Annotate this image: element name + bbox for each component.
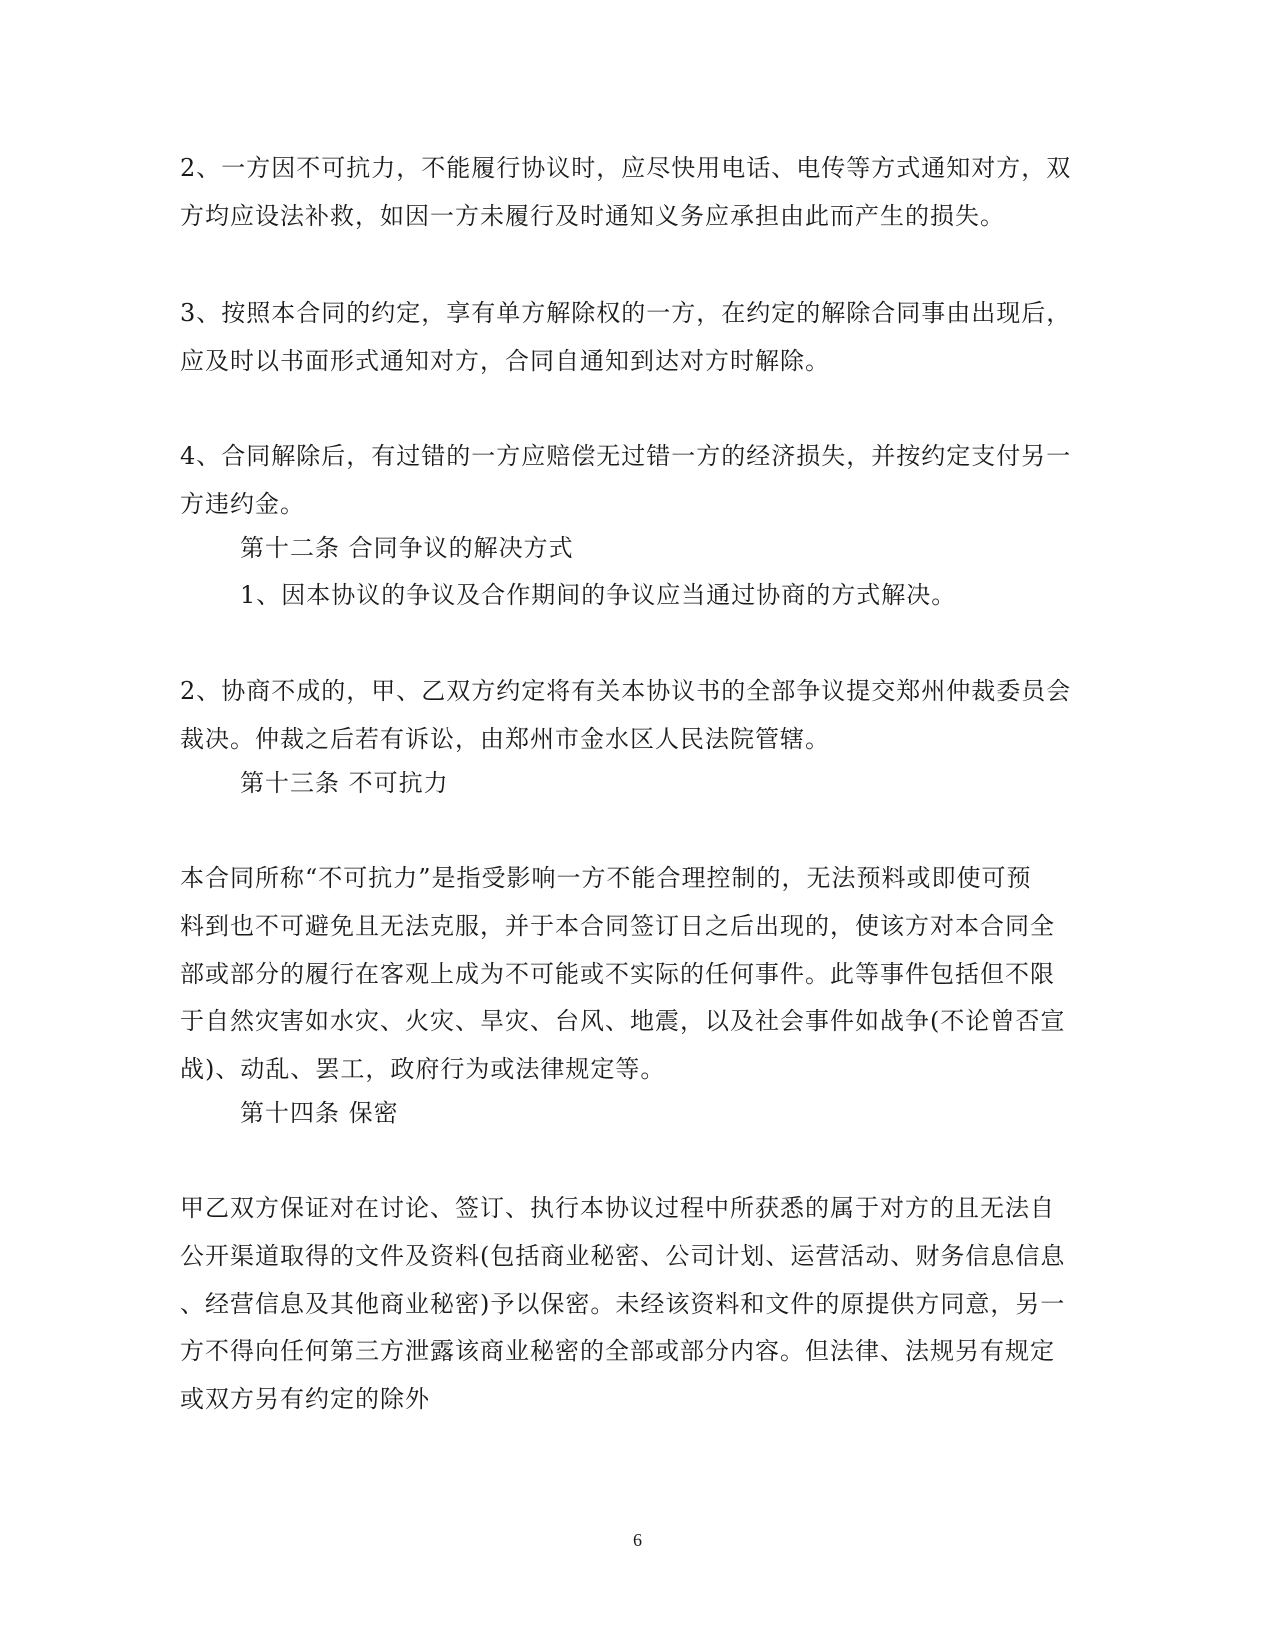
- paragraph-line: 公开渠道取得的文件及资料(包括商业秘密、公司计划、运营活动、财务信息信息: [180, 1242, 1066, 1270]
- paragraph-line: 应及时以书面形式通知对方，合同自通知到达对方时解除。: [180, 347, 830, 375]
- paragraph-line: 2、一方因不可抗力，不能履行协议时，应尽快用电话、电传等方式通知对方，双: [180, 154, 1072, 182]
- section-heading: 第十三条 不可抗力: [240, 769, 449, 797]
- section-heading: 第十二条 合同争议的解决方式: [240, 534, 574, 562]
- paragraph-line: 甲乙双方保证对在讨论、签订、执行本协议过程中所获悉的属于对方的且无法自: [180, 1194, 1055, 1222]
- paragraph-line: 方不得向任何第三方泄露该商业秘密的全部或部分内容。但法律、法规另有规定: [180, 1337, 1055, 1365]
- paragraph-line: 于自然灾害如水灾、火灾、旱灾、台风、地震，以及社会事件如战争(不论曾否宣: [180, 1007, 1066, 1035]
- paragraph-line: 方违约金。: [180, 490, 305, 518]
- paragraph-line: 或双方另有约定的除外: [180, 1385, 430, 1413]
- paragraph-line: 方均应设法补救，如因一方未履行及时通知义务应承担由此而产生的损失。: [180, 202, 1005, 230]
- paragraph-line: 1、因本协议的争议及合作期间的争议应当通过协商的方式解决。: [240, 581, 957, 609]
- section-heading: 第十四条 保密: [240, 1099, 399, 1127]
- paragraph-line: 4、合同解除后，有过错的一方应赔偿无过错一方的经济损失，并按约定支付另一: [180, 442, 1072, 470]
- paragraph-line: 、经营信息及其他商业秘密)予以保密。未经该资料和文件的原提供方同意，另一: [180, 1290, 1066, 1318]
- paragraph-line: 裁决。仲裁之后若有诉讼，由郑州市金水区人民法院管辖。: [180, 725, 830, 753]
- paragraph-line: 3、按照本合同的约定，享有单方解除权的一方，在约定的解除合同事由出现后，: [180, 299, 1072, 327]
- paragraph-line: 本合同所称“不可抗力”是指受影响一方不能合理控制的，无法预料或即使可预: [180, 864, 1032, 892]
- paragraph-line: 2、协商不成的，甲、乙双方约定将有关本协议书的全部争议提交郑州仲裁委员会: [180, 677, 1072, 705]
- paragraph-line: 部或部分的履行在客观上成为不可能或不实际的任何事件。此等事件包括但不限: [180, 960, 1055, 988]
- paragraph-line: 战)、动乱、罢工，政府行为或法律规定等。: [180, 1055, 666, 1083]
- paragraph-line: 料到也不可避免且无法克服，并于本合同签订日之后出现的，使该方对本合同全: [180, 912, 1055, 940]
- page-number: 6: [633, 1530, 642, 1550]
